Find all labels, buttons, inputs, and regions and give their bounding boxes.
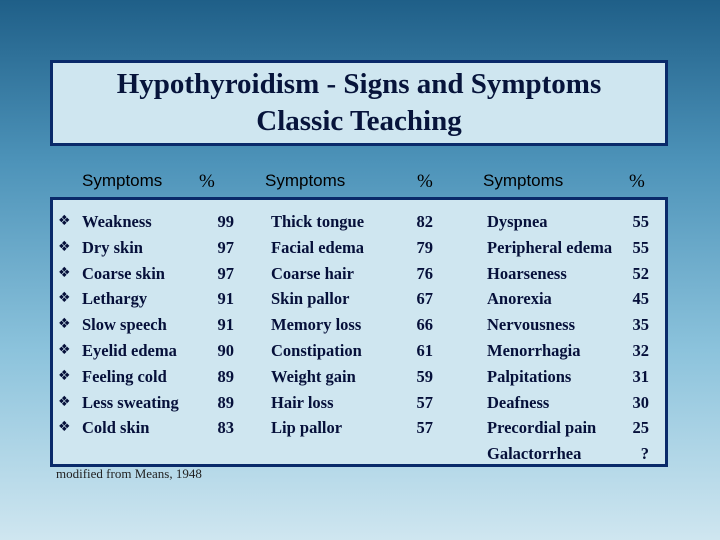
diamond-bullet-icon: ❖ [58, 290, 71, 307]
title-box [50, 60, 668, 146]
symptom-percent: 61 [416, 340, 433, 360]
symptom-name: Skin pallor [271, 289, 350, 309]
symptom-name: Peripheral edema [487, 237, 613, 257]
symptom-percent: 90 [217, 340, 234, 360]
diamond-bullet-icon: ❖ [58, 419, 71, 436]
header-percent-1: % [199, 171, 215, 192]
list-item [271, 312, 433, 338]
symptom-percent: 83 [217, 418, 234, 438]
list-item [58, 338, 234, 364]
list-item [271, 209, 433, 235]
list-item [487, 261, 649, 287]
symptom-percent: 55 [632, 212, 649, 231]
symptom-percent: 89 [217, 392, 234, 412]
header-percent-2: % [417, 171, 433, 192]
header-symptoms-1: Symptoms [82, 171, 163, 190]
symptom-name: Menorrhagia [487, 340, 581, 360]
list-item [487, 235, 649, 261]
list-item [271, 390, 433, 416]
symptom-name: Dyspnea [487, 212, 548, 231]
symptom-name: Memory loss [271, 315, 362, 335]
symptom-percent: ? [640, 444, 649, 464]
symptom-percent: 79 [416, 237, 433, 257]
list-item [271, 364, 433, 390]
symptom-percent: 91 [217, 289, 234, 309]
list-item [271, 235, 433, 261]
symptom-column-2 [271, 209, 433, 441]
symptom-name: Less sweating [82, 392, 179, 412]
header-percent-3: % [629, 171, 645, 192]
symptom-name: Constipation [271, 340, 362, 360]
list-item [487, 312, 649, 338]
symptom-name: Precordial pain [487, 418, 597, 438]
symptom-name: Galactorrhea [487, 444, 582, 464]
symptom-percent: 97 [217, 263, 234, 283]
diamond-bullet-icon: ❖ [58, 316, 71, 333]
symptom-percent: 59 [416, 366, 433, 386]
list-item [487, 209, 649, 235]
symptom-percent: 97 [217, 237, 234, 257]
symptom-name: Deafness [487, 392, 550, 412]
symptom-name: Weakness [82, 212, 152, 231]
symptom-name: Facial edema [271, 237, 365, 257]
title-line-2: Classic Teaching [256, 105, 462, 137]
list-item [58, 261, 234, 287]
symptom-name: Thick tongue [271, 212, 365, 231]
list-item [58, 390, 234, 416]
symptom-percent: 91 [217, 315, 234, 335]
symptom-name: Hair loss [271, 392, 334, 412]
diamond-bullet-icon: ❖ [58, 341, 71, 358]
list-item [58, 312, 234, 338]
header-symptoms-3: Symptoms [483, 171, 564, 190]
symptom-name: Feeling cold [82, 366, 167, 386]
symptom-column-1 [58, 209, 234, 441]
diamond-bullet-icon: ❖ [58, 238, 71, 255]
symptom-percent: 82 [416, 212, 433, 231]
header-symptoms-2: Symptoms [265, 171, 346, 190]
diamond-bullet-icon: ❖ [58, 367, 71, 384]
list-item [487, 390, 649, 416]
title-line-1: Hypothyroidism - Signs and Symptoms [116, 68, 602, 100]
symptom-percent: 99 [217, 212, 234, 231]
symptom-percent: 57 [416, 418, 433, 438]
list-item [487, 338, 649, 364]
symptom-name: Lethargy [82, 289, 148, 309]
symptom-percent: 67 [416, 289, 433, 309]
symptom-name: Coarse hair [271, 263, 354, 283]
list-item [58, 286, 234, 312]
list-item [271, 261, 433, 287]
list-item [487, 364, 649, 390]
diamond-bullet-icon: ❖ [58, 213, 71, 229]
symptom-name: Weight gain [271, 366, 356, 386]
symptom-name: Cold skin [82, 418, 150, 438]
list-item [487, 415, 649, 441]
symptom-percent: 89 [217, 366, 234, 386]
list-item [271, 415, 433, 441]
diamond-bullet-icon: ❖ [58, 393, 71, 410]
list-item [58, 235, 234, 261]
symptom-name: Hoarseness [487, 263, 567, 283]
symptom-percent: 57 [416, 392, 433, 412]
list-item [487, 441, 649, 467]
list-item [271, 286, 433, 312]
symptom-percent: 76 [416, 263, 433, 283]
symptom-percent: 35 [632, 315, 649, 335]
symptom-percent: 55 [632, 237, 649, 257]
symptom-name: Slow speech [82, 315, 167, 335]
symptom-name: Nervousness [487, 315, 576, 335]
symptom-percent: 45 [632, 289, 649, 309]
list-item [58, 364, 234, 390]
list-item [271, 338, 433, 364]
symptom-percent: 25 [632, 418, 649, 438]
list-item [487, 286, 649, 312]
symptom-percent: 66 [416, 315, 433, 335]
diamond-bullet-icon: ❖ [58, 264, 71, 281]
symptom-name: Dry skin [82, 237, 143, 257]
symptom-name: Eyelid edema [82, 340, 177, 360]
symptom-percent: 32 [632, 340, 649, 360]
list-item [58, 209, 234, 235]
symptom-percent: 31 [632, 366, 649, 386]
list-item [58, 415, 234, 441]
symptom-percent: 52 [632, 263, 649, 283]
symptom-percent: 30 [632, 392, 649, 412]
symptom-column-3 [487, 209, 649, 467]
symptom-name: Coarse skin [82, 263, 165, 283]
symptom-name: Lip pallor [271, 418, 343, 438]
symptom-name: Palpitations [487, 366, 572, 386]
source-footnote: modified from Means, 1948 [56, 466, 202, 481]
symptom-name: Anorexia [487, 289, 552, 309]
